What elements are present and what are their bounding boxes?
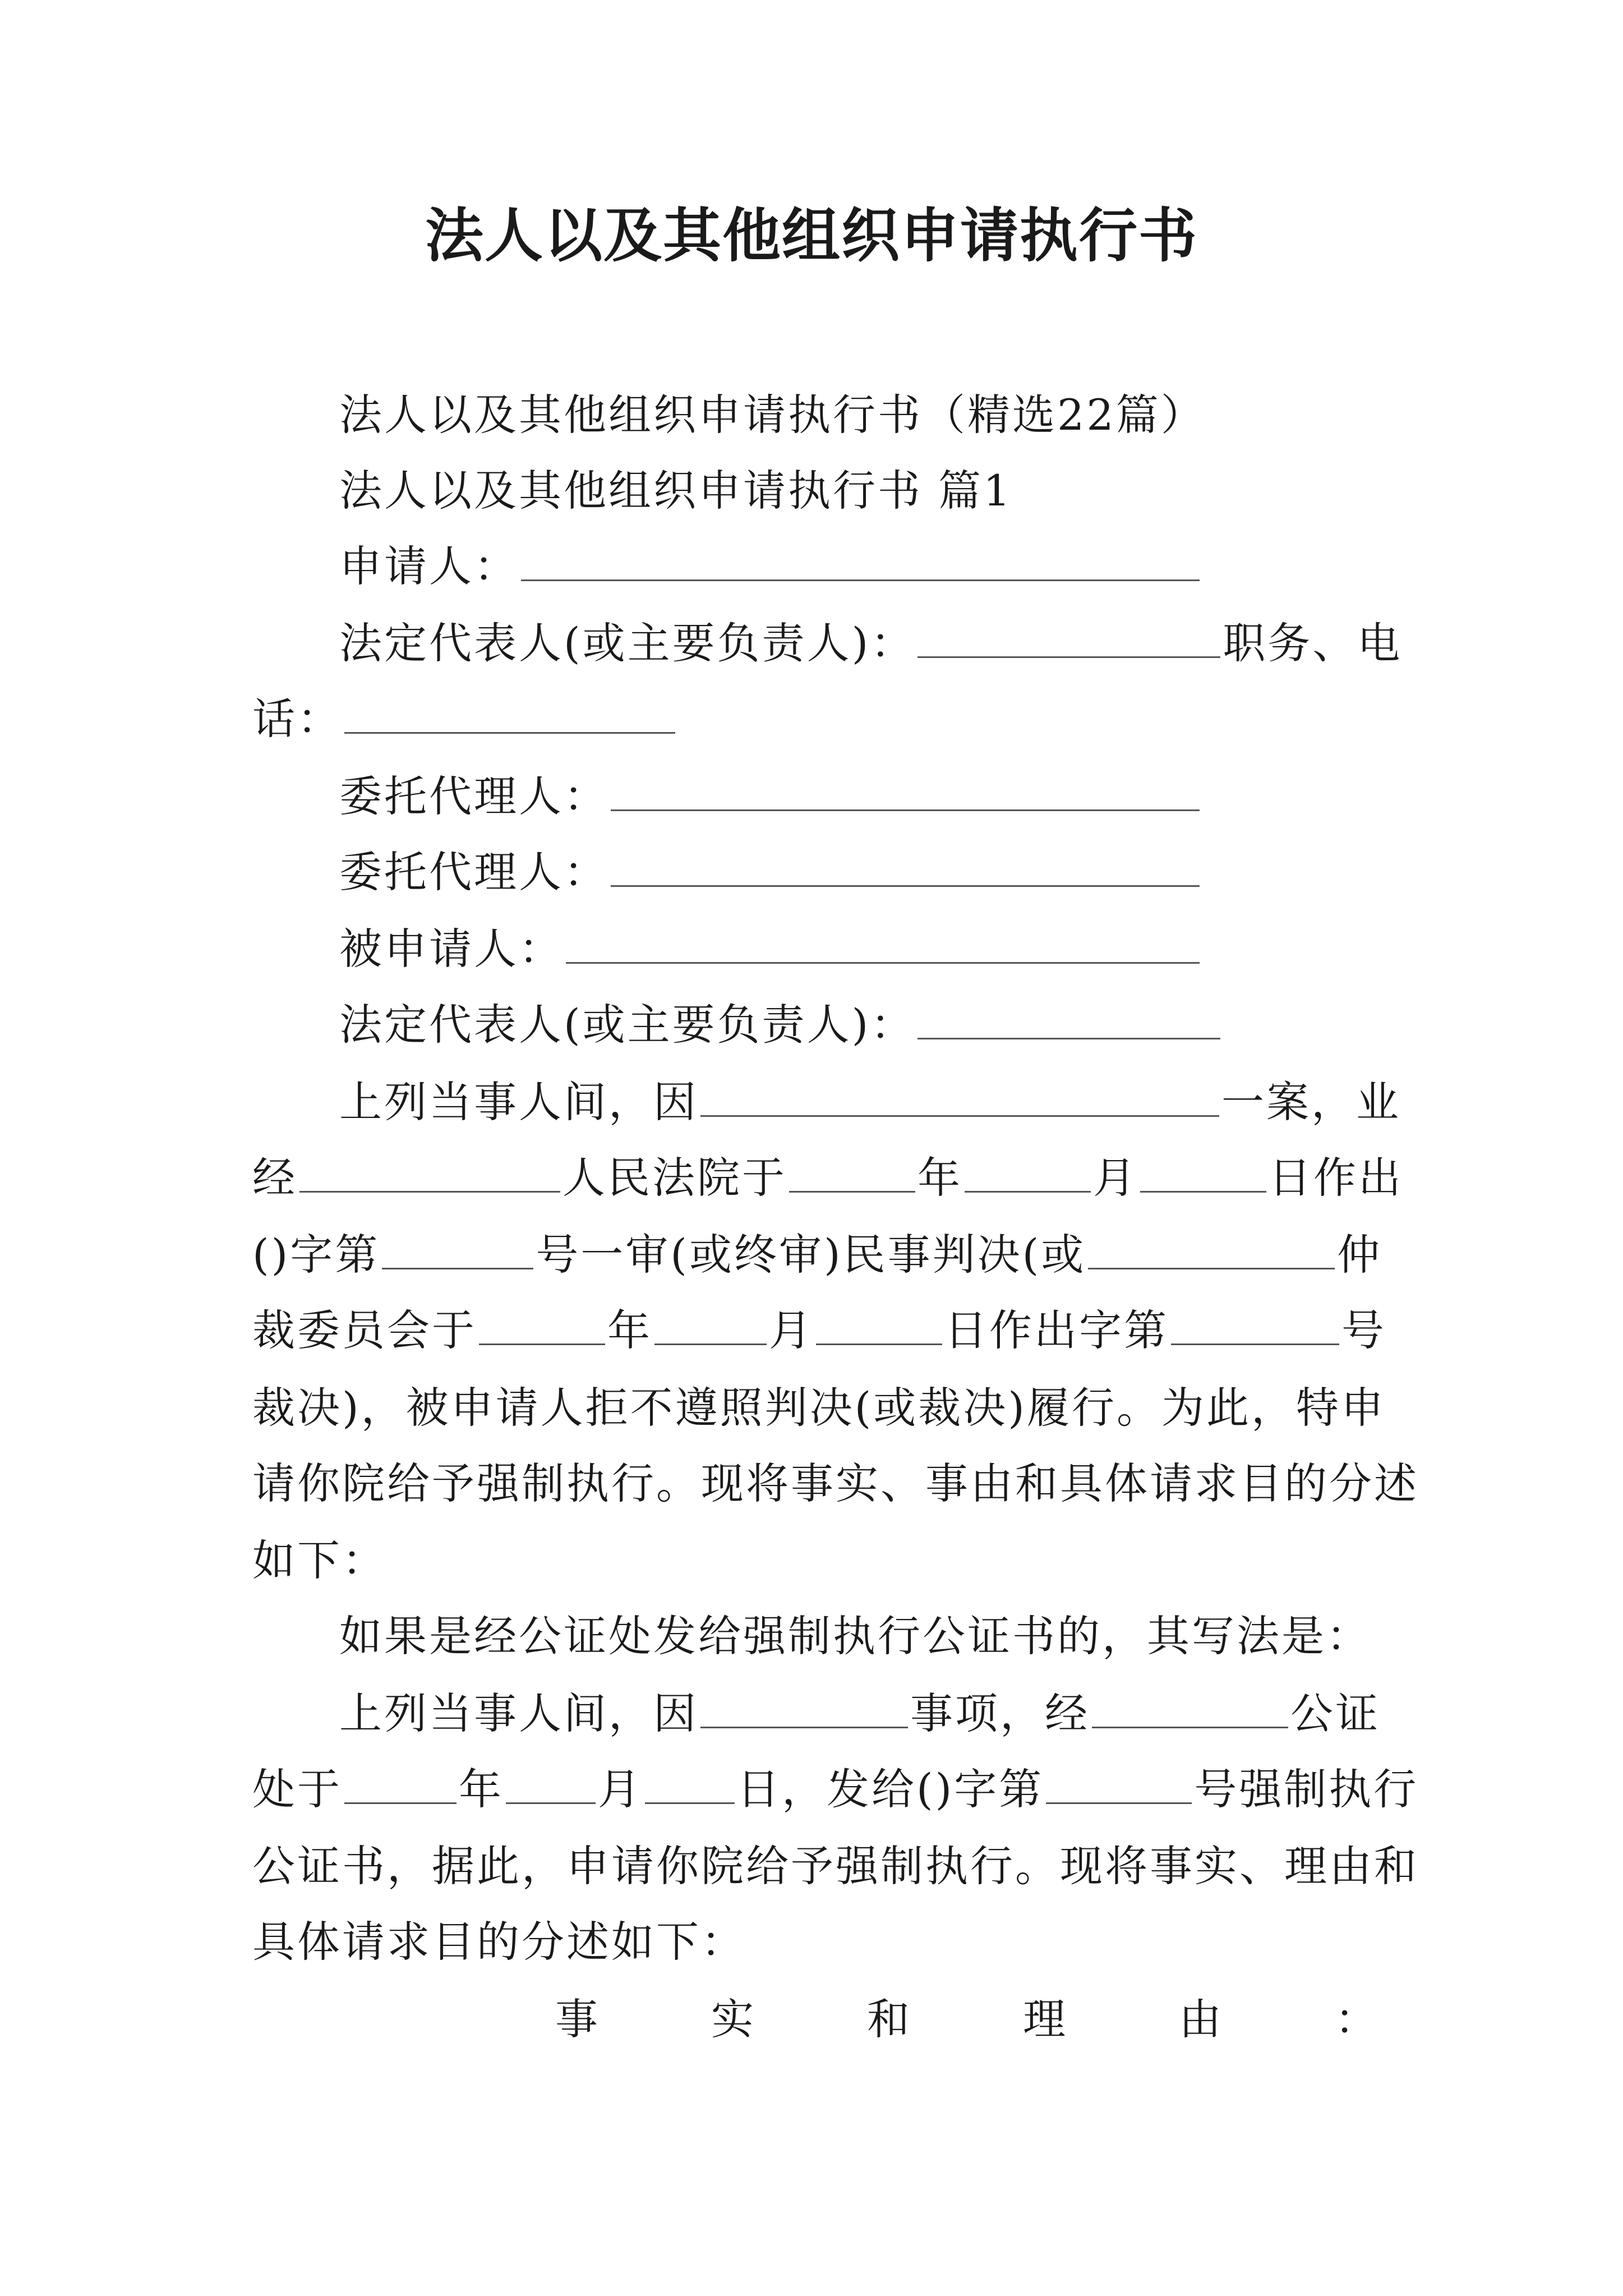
year-blank — [479, 1304, 605, 1345]
para1-line2 — [252, 1144, 1403, 1212]
para1-text: 裁委员会于 — [252, 1305, 477, 1355]
respondent-label: 被申请人： — [339, 924, 564, 974]
legal-rep-blank — [917, 617, 1220, 658]
applicant-line — [339, 533, 1202, 600]
para2-line4: 具体请求目的分述如下： — [252, 1917, 746, 1967]
notary-blank — [1092, 1687, 1288, 1728]
facts-heading-char: 理 — [1023, 1994, 1068, 2044]
para2-text: 月 — [598, 1764, 643, 1814]
month-blank — [506, 1763, 596, 1804]
para1-text: 一案，业 — [1221, 1077, 1401, 1127]
legal-rep-label: 法定代表人(或主要负责人)： — [339, 618, 916, 668]
respondent-line — [339, 915, 1202, 983]
para1-text: 号 — [1341, 1305, 1386, 1355]
case-blank — [700, 1076, 1219, 1117]
position-phone-label: 职务、电 — [1223, 618, 1403, 668]
para2-text: 日，发给()字第 — [737, 1764, 1044, 1814]
para1-text: 年 — [917, 1153, 962, 1203]
phone-line — [252, 685, 677, 753]
agent-blank-1 — [611, 770, 1200, 811]
respondent-legal-rep-line — [339, 991, 1223, 1059]
facts-heading-char: 实 — [711, 1994, 756, 2044]
para1-text: 月 — [1093, 1153, 1138, 1203]
agent-line-1 — [339, 763, 1202, 830]
section-heading: 法人以及其他组织申请执行书 篇1 — [339, 466, 1013, 516]
notary-intro: 如果是经公证处发给强制执行公证书的，其写法是： — [339, 1611, 1371, 1661]
applicant-label: 申请人： — [339, 541, 519, 591]
number-blank — [382, 1228, 533, 1269]
para2-text: 号强制执行 — [1194, 1764, 1419, 1814]
para1-text: 年 — [607, 1305, 652, 1355]
matter-blank — [700, 1687, 908, 1728]
para1-text: 日作出字第 — [944, 1305, 1169, 1355]
para2-line3: 公证书，据此，申请你院给予强制执行。现将事实、理由和 — [252, 1841, 1419, 1891]
respondent-legal-rep-label: 法定代表人(或主要负责人)： — [339, 1000, 916, 1050]
month-blank — [965, 1152, 1091, 1193]
para2-line2 — [252, 1756, 1418, 1823]
para1-text: 上列当事人间，因 — [339, 1077, 698, 1127]
respondent-blank — [566, 923, 1200, 964]
number-blank — [1046, 1763, 1192, 1804]
para1-text: 仲 — [1337, 1230, 1382, 1280]
day-blank — [645, 1763, 735, 1804]
para2-text: 年 — [459, 1764, 504, 1814]
agent-blank-2 — [611, 846, 1200, 887]
facts-heading-char: 事 — [555, 1994, 600, 2044]
facts-heading-char: ： — [1335, 1994, 1380, 2044]
para1-line7: 如下： — [252, 1535, 387, 1585]
para1-text: ()字第 — [252, 1230, 380, 1280]
arbitration-blank — [1088, 1228, 1335, 1269]
para1-text: 日作出 — [1269, 1153, 1403, 1203]
para2-line1 — [339, 1680, 1380, 1747]
para1-line6: 请你院给予强制执行。现将事实、事由和具体请求目的分述 — [252, 1458, 1419, 1508]
document-title: 法人以及其他组织申请执行书 — [425, 201, 1198, 270]
day-blank — [1140, 1152, 1266, 1193]
para1-line3 — [252, 1221, 1382, 1289]
para2-text: 事项，经 — [910, 1688, 1090, 1738]
para1-text: 月 — [769, 1305, 814, 1355]
number-blank — [1171, 1304, 1339, 1345]
legal-rep-line — [339, 610, 1402, 677]
agent-label-1: 委托代理人： — [339, 771, 608, 821]
respondent-legal-rep-blank — [917, 999, 1220, 1039]
phone-label: 话： — [252, 694, 342, 744]
court-blank — [299, 1152, 560, 1193]
month-blank — [654, 1304, 767, 1345]
para2-text: 处于 — [252, 1764, 342, 1814]
agent-label-2: 委托代理人： — [339, 847, 608, 897]
para1-text: 人民法院于 — [562, 1153, 787, 1203]
facts-heading — [555, 1986, 1380, 2053]
para1-text: 号一审(或终审)民事判决(或 — [536, 1230, 1086, 1280]
year-blank — [789, 1152, 915, 1193]
facts-heading-char: 由 — [1179, 1994, 1224, 2044]
para1-text: 经 — [252, 1153, 297, 1203]
para2-text: 公证 — [1290, 1688, 1380, 1738]
year-blank — [344, 1763, 457, 1804]
subtitle: 法人以及其他组织申请执行书（精选22篇） — [339, 390, 1206, 440]
phone-blank — [344, 693, 675, 734]
para1-line4 — [252, 1297, 1386, 1364]
para1-line1 — [339, 1069, 1401, 1136]
facts-heading-char: 和 — [867, 1994, 912, 2044]
agent-line-2 — [339, 839, 1202, 906]
para2-text: 上列当事人间，因 — [339, 1688, 698, 1738]
day-blank — [816, 1304, 942, 1345]
para1-line5: 裁决)，被申请人拒不遵照判决(或裁决)履行。为此，特申 — [252, 1383, 1386, 1433]
applicant-blank — [521, 540, 1200, 581]
